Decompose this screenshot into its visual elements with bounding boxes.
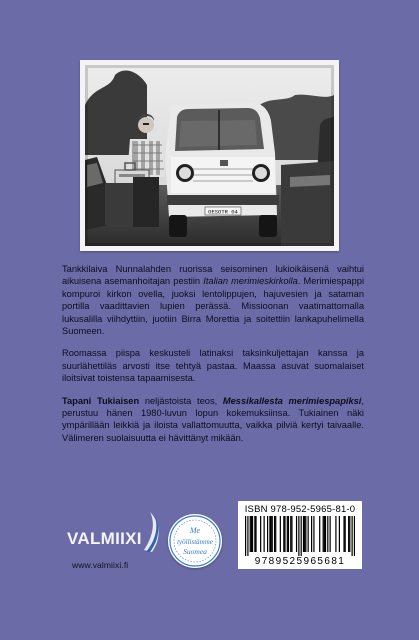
barcode-bar — [305, 516, 306, 552]
barcode-bar — [264, 516, 265, 552]
barcode-bar — [325, 516, 326, 552]
barcode-bar — [267, 516, 268, 552]
barcode-bar — [311, 516, 312, 552]
ean-digits: 9789525965681 — [254, 556, 346, 567]
blurb-paragraph-2: Roomassa piispa keskusteli latinaksi taksinkuljettajan kanssa ja suurlähettiläs arvosti itse tehtyä pastaa. Maassa asuvat suomalaiset iloitsivat toistensa tapaamisesta. — [62, 348, 364, 384]
barcode-bar — [296, 516, 297, 552]
seal-line-1: Me — [189, 526, 201, 535]
barcode-bar — [269, 516, 270, 552]
barcode-bar — [288, 516, 289, 552]
publisher-url: www.valmiixi.fi — [72, 560, 129, 570]
barcode-bar — [291, 516, 292, 552]
barcode-bar — [304, 516, 305, 552]
barcode-bar — [354, 516, 355, 556]
author-name: Tapani Tukiaisen — [62, 395, 140, 406]
barcode-bar — [283, 516, 284, 552]
barcode-bar — [274, 516, 275, 552]
barcode-bar — [251, 516, 252, 552]
barcode-bar — [260, 516, 261, 552]
barcode-bar — [254, 516, 255, 552]
plate-text: OESOTR 04 — [208, 208, 238, 216]
van-photo-illustration — [85, 65, 334, 246]
barcode-bar — [290, 516, 291, 552]
barcode-bar — [275, 516, 276, 552]
barcode-bar — [270, 516, 271, 552]
blurb-italic-title: Italian merimieskirkolla — [203, 276, 298, 287]
barcode-bar — [343, 516, 344, 552]
barcode-bar — [345, 516, 346, 552]
barcode-bar — [301, 516, 302, 556]
barcode-bar — [280, 516, 281, 552]
blurb-paragraph-3: Tapani Tukiaisen neljästoista teos, Messikallesta merimiespapiksi, perustuu hänen 1980-luvun lopun kokemuksiinsa. Tukiainen näki ympärillään leikkiä ja iloista vallattomuutta, vaikka pilviä kertyi taivaalle. Välimeren suolaisuutta ei hävittänyt mikään. — [62, 395, 364, 443]
barcode-bar — [323, 516, 324, 552]
barcode-bar — [335, 516, 336, 552]
book-title: Messikallesta merimiespapiksi — [222, 395, 362, 406]
barcode-bar — [349, 516, 350, 552]
barcode-bar — [298, 516, 299, 556]
barcode-bar — [247, 516, 248, 556]
barcode-bar — [303, 516, 304, 552]
barcode-bar — [339, 516, 340, 552]
cover-photo — [85, 65, 334, 246]
barcode-bar — [324, 516, 325, 552]
cover-photo-frame — [80, 60, 339, 251]
barcode-bar — [319, 516, 320, 552]
barcode-bar — [313, 516, 314, 552]
barcode-bar — [245, 516, 246, 556]
barcode-bar — [352, 516, 353, 556]
barcode-bar — [250, 516, 251, 552]
blurb-paragraph-1: Tankkilaiva Nunnalahden ruorissa seisominen lukioikäisenä vaihtui aikuisena asemanhoitajan pestiin Italian merimieskirkolla. Merimiespappi kompuroi kirkon ovella, juoksi lentolippujen, hajuvesien ja sataman portilla vaadittavien lupien perässä. Missioonan vaatimattomalla lukusalilla viihdyttiin, juotiin Birra Morettia ja soitettiin lankapuhelimella Suomeen. — [62, 264, 365, 337]
barcode-bar — [287, 516, 288, 552]
barcode-bar — [284, 516, 285, 552]
barcode-bar — [255, 516, 256, 552]
barcode-bar — [272, 516, 273, 552]
blurb-text — [62, 263, 364, 454]
barcode-bar — [330, 516, 331, 552]
barcode-bar — [348, 516, 349, 552]
barcode-bar — [327, 516, 328, 552]
barcode-bar — [252, 516, 253, 552]
barcode-box — [238, 501, 362, 569]
seal-line-2: työllistämme — [177, 538, 213, 546]
isbn-text: ISBN 978-952-5965-81-0 — [244, 504, 356, 515]
employment-seal-badge — [168, 514, 222, 568]
barcode-bars — [245, 516, 355, 556]
logo-text: VALMIIXI — [67, 529, 142, 548]
publisher-logo — [66, 510, 166, 556]
barcode-bar — [308, 516, 309, 552]
seal-line-3: Suomea — [183, 547, 207, 556]
